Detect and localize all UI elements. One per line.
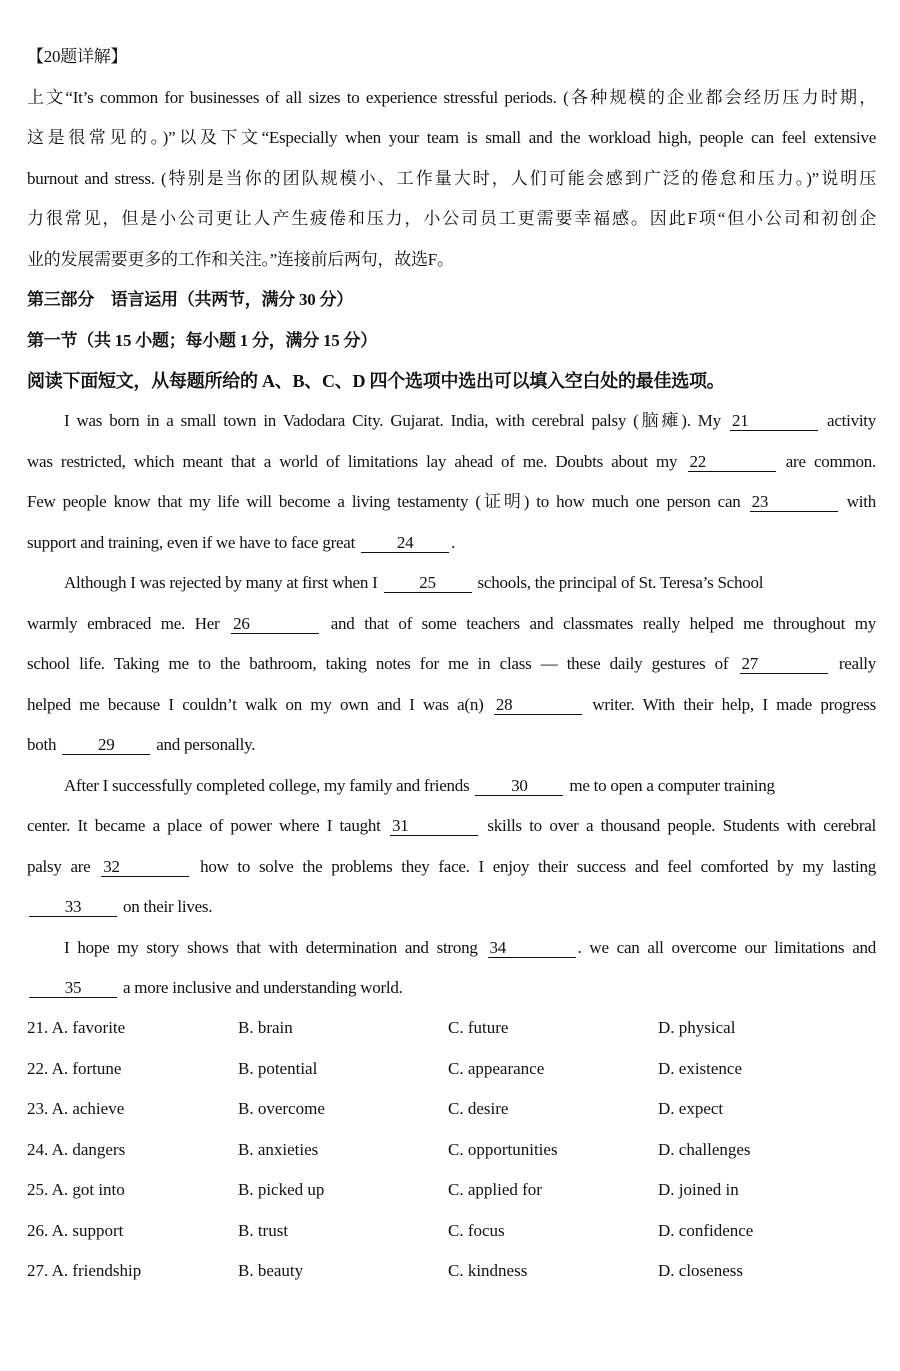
- passage-text: me to open a computer training: [569, 776, 775, 795]
- part-title: 第三部分 语言运用（共两节，满分 30 分）: [27, 290, 353, 309]
- blank-22[interactable]: 22: [688, 453, 776, 472]
- blank-25[interactable]: 25: [384, 574, 472, 593]
- option-a[interactable]: [27, 1180, 125, 1200]
- passage-line: [27, 451, 876, 473]
- option-b[interactable]: [238, 1140, 318, 1160]
- passage-text: activity: [827, 411, 877, 430]
- option-a[interactable]: [27, 1140, 125, 1160]
- option-c[interactable]: [448, 1099, 508, 1119]
- passage-text: center. It became a place of power where I taught: [27, 816, 381, 835]
- question-number: 24.: [27, 1140, 49, 1159]
- passage-line: [27, 613, 876, 635]
- option-text: B. trust: [238, 1221, 289, 1240]
- question-number: 27.: [27, 1261, 49, 1280]
- passage-text: with: [846, 492, 876, 511]
- option-text: D. closeness: [658, 1261, 743, 1280]
- option-c[interactable]: [448, 1221, 505, 1241]
- option-d[interactable]: [658, 1180, 739, 1200]
- passage-line: [27, 532, 876, 554]
- blank-27[interactable]: 27: [740, 655, 828, 674]
- blank-32[interactable]: 32: [101, 858, 189, 877]
- option-a[interactable]: [27, 1099, 124, 1119]
- explanation-line: burnout and stress. (特别是当你的团队规模小、工作量大时，人们可能会感到广泛的倦怠和压力。)”说明压: [27, 169, 876, 188]
- option-text: C. future: [448, 1018, 509, 1037]
- blank-33[interactable]: 33: [29, 898, 117, 917]
- option-d[interactable]: [658, 1261, 743, 1281]
- passage-text: a more inclusive and understanding world.: [123, 978, 403, 997]
- option-text: A. achieve: [51, 1099, 125, 1118]
- option-text: B. beauty: [238, 1261, 304, 1280]
- question-row: [0, 1261, 900, 1283]
- question-number: 23.: [27, 1099, 49, 1118]
- option-a[interactable]: [27, 1059, 121, 1079]
- option-text: B. potential: [238, 1059, 318, 1078]
- option-d[interactable]: [658, 1099, 723, 1119]
- question-row: [0, 1099, 900, 1121]
- option-d[interactable]: [658, 1140, 751, 1160]
- option-a[interactable]: [27, 1018, 125, 1038]
- passage-line: [27, 977, 876, 999]
- explanation-line: 业的发展需要更多的工作和关注。”连接前后两句，故选F。: [27, 250, 454, 269]
- passage-text: warmly embraced me. Her: [27, 614, 220, 633]
- passage-text: I hope my story shows that with determination and strong: [64, 938, 478, 957]
- option-text: A. got into: [51, 1180, 125, 1199]
- option-text: C. appearance: [448, 1059, 545, 1078]
- option-text: C. opportunities: [448, 1140, 558, 1159]
- passage-text: both: [27, 735, 57, 754]
- option-text: D. physical: [658, 1018, 736, 1037]
- question-number: 22.: [27, 1059, 49, 1078]
- option-b[interactable]: [238, 1099, 325, 1119]
- question-row: [0, 1140, 900, 1162]
- passage-text: writer. With their help, I made progress: [592, 695, 876, 714]
- question-number: 26.: [27, 1221, 49, 1240]
- passage-text: on their lives.: [123, 897, 213, 916]
- blank-29[interactable]: 29: [62, 736, 150, 755]
- blank-23[interactable]: 23: [750, 493, 838, 512]
- passage-text: how to solve the problems they face. I enjoy their success and feel comforted by my lasting: [200, 857, 876, 876]
- option-text: C. focus: [448, 1221, 505, 1240]
- option-c[interactable]: [448, 1261, 527, 1281]
- option-text: A. friendship: [51, 1261, 142, 1280]
- option-text: A. support: [51, 1221, 124, 1240]
- option-b[interactable]: [238, 1221, 288, 1241]
- blank-21[interactable]: 21: [730, 412, 818, 431]
- passage-text: skills to over a thousand people. Students with cerebral: [487, 816, 877, 835]
- option-text: B. anxieties: [238, 1140, 319, 1159]
- blank-28[interactable]: 28: [494, 696, 582, 715]
- option-text: B. picked up: [238, 1180, 325, 1199]
- option-text: D. expect: [658, 1099, 724, 1118]
- passage-line: [27, 856, 876, 878]
- option-c[interactable]: [448, 1059, 544, 1079]
- option-text: C. kindness: [448, 1261, 528, 1280]
- option-text: D. confidence: [658, 1221, 754, 1240]
- option-text: D. challenges: [658, 1140, 751, 1159]
- question-row: [0, 1018, 900, 1040]
- question-row: [0, 1180, 900, 1202]
- option-text: A. dangers: [51, 1140, 126, 1159]
- explanation-heading: 【20题详解】: [27, 47, 128, 66]
- blank-26[interactable]: 26: [231, 615, 319, 634]
- option-text: A. fortune: [51, 1059, 122, 1078]
- passage-line: [27, 896, 876, 918]
- explanation-line: 上文“It’s common for businesses of all sizes to experience stressful periods. (各种规模的企业都会经历压力时期，: [27, 88, 876, 107]
- option-b[interactable]: [238, 1059, 317, 1079]
- question-number: 21.: [27, 1018, 49, 1037]
- passage-text: are common.: [785, 452, 876, 471]
- passage-text: I was born in a small town in Vadodara City. Gujarat. India, with cerebral palsy (脑瘫). My: [64, 411, 721, 430]
- question-row: [0, 1221, 900, 1243]
- passage-text: and personally.: [156, 735, 256, 754]
- option-d[interactable]: [658, 1059, 742, 1079]
- option-b[interactable]: [238, 1261, 303, 1281]
- option-b[interactable]: [238, 1018, 293, 1038]
- option-b[interactable]: [238, 1180, 324, 1200]
- passage-text: and that of some teachers and classmates really helped me throughout my: [330, 614, 877, 633]
- question-row: [0, 1059, 900, 1081]
- option-a[interactable]: [27, 1261, 141, 1281]
- option-c[interactable]: [448, 1180, 542, 1200]
- blank-24[interactable]: 24: [361, 534, 449, 553]
- option-text: D. existence: [658, 1059, 743, 1078]
- passage-line: [27, 653, 876, 675]
- passage-text: Few people know that my life will become a living testamenty (证明) to how much one person can: [27, 492, 741, 511]
- instruction: 阅读下面短文，从每题所给的 A、B、C、D 四个选项中选出可以填入空白处的最佳选项。: [27, 371, 725, 391]
- option-c[interactable]: [448, 1140, 558, 1160]
- passage-text: .: [451, 533, 456, 552]
- blank-31[interactable]: 31: [390, 817, 478, 836]
- passage-text: helped me because I couldn’t walk on my own and I was a(n): [27, 695, 484, 714]
- explanation-line: 这是很常见的。)”以及下文“Especially when your team is small and the workload high, people can feel extensive: [27, 128, 876, 147]
- passage-text: After I successfully completed college, my family and friends: [64, 776, 470, 795]
- option-d[interactable]: [658, 1221, 753, 1241]
- option-text: D. joined in: [658, 1180, 739, 1199]
- option-text: C. applied for: [448, 1180, 542, 1199]
- blank-34[interactable]: 34: [488, 939, 576, 958]
- passage-text: schools, the principal of St. Teresa’s School: [477, 573, 764, 592]
- question-number: 25.: [27, 1180, 49, 1199]
- passage-line: [27, 815, 876, 837]
- passage-line: [27, 734, 876, 756]
- option-a[interactable]: [27, 1221, 123, 1241]
- explanation-line: 力很常见，但是小公司更让人产生疲倦和压力，小公司员工更需要幸福感。因此F项“但小公司和初创企: [27, 209, 876, 228]
- option-text: B. brain: [238, 1018, 293, 1037]
- blank-35[interactable]: 35: [29, 979, 117, 998]
- passage-line: [27, 694, 876, 716]
- passage-line: [64, 937, 876, 959]
- passage-text: was restricted, which meant that a world of limitations lay ahead of me. Doubts about my: [27, 452, 678, 471]
- passage-text: really: [838, 654, 877, 673]
- blank-30[interactable]: 30: [475, 777, 563, 796]
- option-text: A. favorite: [51, 1018, 126, 1037]
- option-c[interactable]: [448, 1018, 508, 1038]
- option-text: C. desire: [448, 1099, 509, 1118]
- passage-text: support and training, even if we have to face great: [27, 533, 356, 552]
- passage-line: [27, 491, 876, 513]
- passage-line: [64, 775, 876, 797]
- passage-text: school life. Taking me to the bathroom, taking notes for me in class — these daily gestures of: [27, 654, 729, 673]
- passage-line: [64, 410, 876, 432]
- passage-text: . we can all overcome our limitations and: [577, 938, 876, 957]
- option-d[interactable]: [658, 1018, 735, 1038]
- passage-line: [64, 572, 876, 594]
- passage-text: Although I was rejected by many at first when I: [64, 573, 378, 592]
- subsection-title: 第一节（共 15 小题；每小题 1 分，满分 15 分）: [27, 331, 377, 350]
- option-text: B. overcome: [238, 1099, 325, 1118]
- passage-text: palsy are: [27, 857, 91, 876]
